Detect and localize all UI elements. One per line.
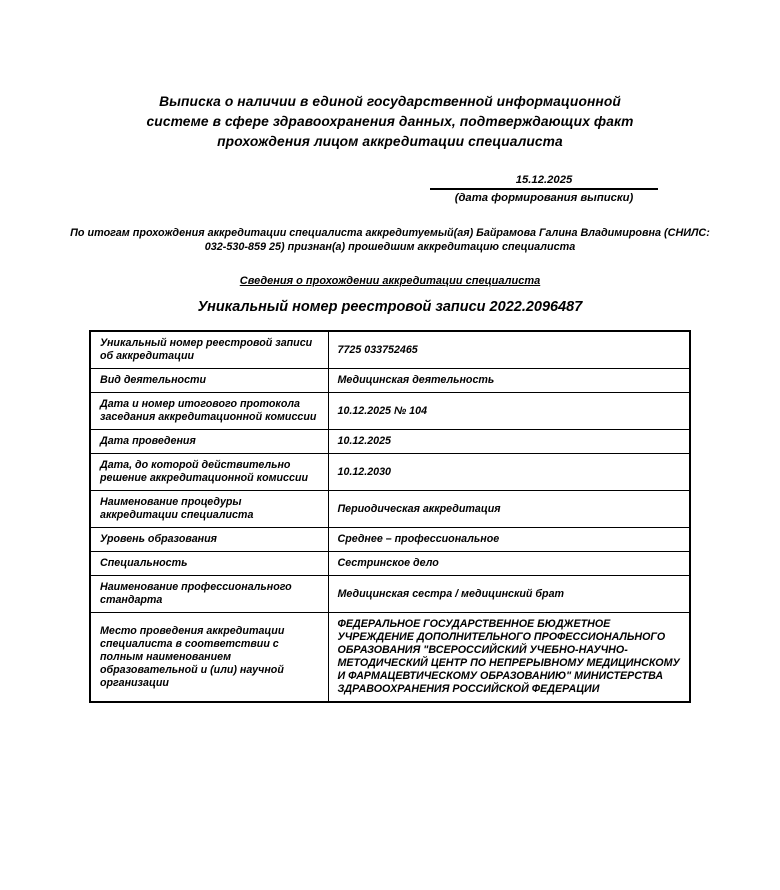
table-row xyxy=(90,613,690,703)
row-label: Дата, до которой действительно решение аккредитационной комиссии xyxy=(90,454,328,491)
row-value: Медицинская деятельность xyxy=(328,369,690,393)
document-title-line: Выписка о наличии в единой государственной информационной xyxy=(159,94,621,109)
table-row xyxy=(90,491,690,528)
row-label: Дата и номер итогового протокола заседания аккредитационной комиссии xyxy=(90,393,328,430)
table-row xyxy=(90,430,690,454)
row-value: Медицинская сестра / медицинский брат xyxy=(328,576,690,613)
row-value: Среднее – профессиональное xyxy=(328,528,690,552)
row-label: Дата проведения xyxy=(90,430,328,454)
accreditation-table xyxy=(89,330,691,703)
registry-number-heading: Уникальный номер реестровой записи 2022.2096487 xyxy=(197,299,583,315)
row-label: Наименование процедуры аккредитации специалиста xyxy=(90,491,328,528)
extract-date-block xyxy=(430,174,658,204)
row-value: 10.12.2025 № 104 xyxy=(328,393,690,430)
document-title-line: системе в сфере здравоохранения данных, подтверждающих факт xyxy=(146,114,634,129)
document-title xyxy=(0,92,780,152)
row-label: Место проведения аккредитации специалиста в соответствии с полным наименованием образовательной и (или) научной организации xyxy=(90,613,328,703)
table-row xyxy=(90,393,690,430)
extract-date: 15.12.2025 xyxy=(430,174,658,190)
row-value: Периодическая аккредитация xyxy=(328,491,690,528)
extract-date-caption: (дата формирования выписки) xyxy=(454,192,634,204)
row-label: Наименование профессионального стандарта xyxy=(90,576,328,613)
row-label: Вид деятельности xyxy=(90,369,328,393)
row-value: Сестринское дело xyxy=(328,552,690,576)
row-label: Уникальный номер реестровой записи об аккредитации xyxy=(90,331,328,369)
row-value: 10.12.2030 xyxy=(328,454,690,491)
row-label: Уровень образования xyxy=(90,528,328,552)
table-row xyxy=(90,528,690,552)
intro-paragraph: По итогам прохождения аккредитации специалиста аккредитуемый(ая) Байрамова Галина Владимировна (СНИЛС: 032-530-859 25) признан(а) прошедшим аккредитацию специалиста xyxy=(70,227,710,253)
table-row xyxy=(90,454,690,491)
table-row xyxy=(90,331,690,369)
row-value: ФЕДЕРАЛЬНОЕ ГОСУДАРСТВЕННОЕ БЮДЖЕТНОЕ УЧРЕЖДЕНИЕ ДОПОЛНИТЕЛЬНОГО ПРОФЕССИОНАЛЬНОГО ОБРАЗОВАНИЯ "ВСЕРОССИЙСКИЙ УЧЕБНО-НАУЧНО-МЕТОДИЧЕСКИЙ ЦЕНТР ПО НЕПРЕРЫВНОМУ МЕДИЦИНСКОМУ И ФАРМАЦЕВТИЧЕСКОМУ ОБРАЗОВАНИЮ" МИНИСТЕРСТВА ЗДРАВООХРАНЕНИЯ РОССИЙСКОЙ ФЕДЕРАЦИИ xyxy=(328,613,690,703)
row-value: 10.12.2025 xyxy=(328,430,690,454)
table-row xyxy=(90,369,690,393)
row-value: 7725 033752465 xyxy=(328,331,690,369)
row-label: Специальность xyxy=(90,552,328,576)
document-title-line: прохождения лицом аккредитации специалиста xyxy=(217,134,563,149)
table-row xyxy=(90,576,690,613)
section-heading: Сведения о прохождении аккредитации специалиста xyxy=(239,275,541,287)
table-row xyxy=(90,552,690,576)
